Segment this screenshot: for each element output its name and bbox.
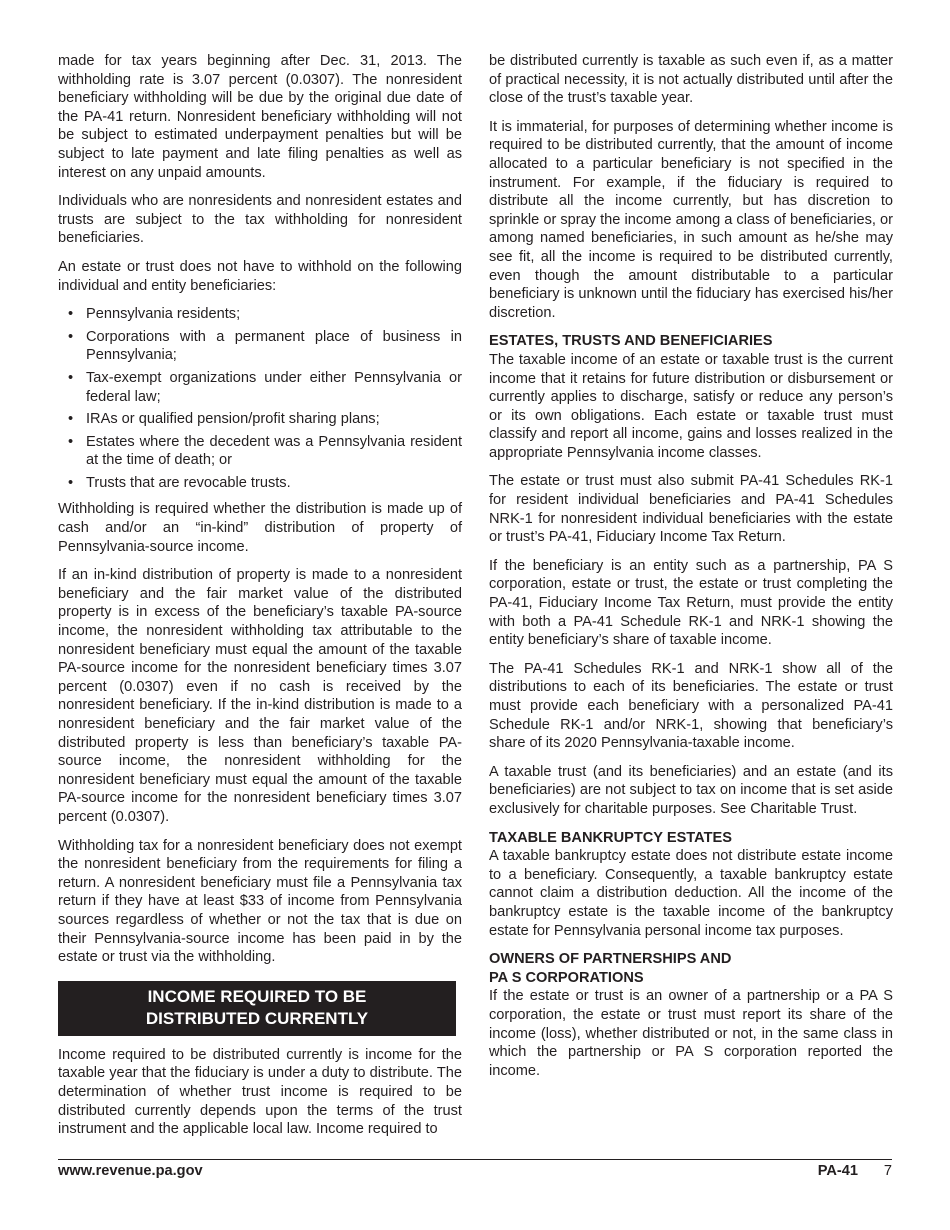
footer-form-name: PA-41 (817, 1163, 858, 1179)
paragraph: A taxable trust (and its beneficiaries) and an estate (and its beneficiaries) are not subject to tax on income that is set aside exclusively for charitable purposes. See Charitable Trust. (489, 763, 893, 817)
right-column (489, 52, 893, 1090)
paragraph: Individuals who are nonresidents and nonresident estates and trusts are subject to the tax withholding for nonresident beneficiaries. (58, 193, 462, 247)
page-number: 7 (883, 1163, 892, 1179)
paragraph: Withholding is required whether the distribution is made up of cash and/or an “in-kind” distribution of property of Pennsylvania-source income. (58, 501, 462, 555)
list-item: • IRAs or qualified pension/profit sharing plans; (86, 410, 462, 429)
banner-line: DISTRIBUTED CURRENTLY (145, 1008, 369, 1028)
list-item: • Estates where the decedent was a Pennsylvania resident at the time of death; or (86, 433, 462, 470)
paragraph: It is immaterial, for purposes of determining whether income is required to be distributed currently, that the amount of income allocated to a particular beneficiary is not specified in the instrument. For example, if the fiduciary is required to distribute all the income currently, but has discretion to sprinkle or spray the income among a class of beneficiaries, or among named beneficiaries, in such amount as he/she may see fit, all the income is required to be distributed currently, even though the amount distributable to a particular beneficiary is unknown until the fiduciary has exercised his/her discretion. (489, 118, 893, 321)
paragraph: be distributed currently is taxable as such even if, as a matter of practical necessity, it is not actually distributed until after the close of the trust’s taxable year. (489, 53, 893, 107)
heading-line: OWNERS OF PARTNERSHIPS AND (489, 951, 732, 968)
section-heading: TAXABLE BANKRUPTCY ESTATES (489, 829, 732, 846)
heading-line: PA S CORPORATIONS (489, 969, 644, 986)
paragraph: The PA-41 Schedules RK-1 and NRK-1 show all of the distributions to each of its beneficiaries. The estate or trust must provide each beneficiary with a personalized PA-41 Schedule RK-1 and/or NRK-1, showing that beneficiary’s share of its 2020 Pennsylvania-taxable income. (489, 660, 893, 752)
section-banner (58, 981, 456, 1036)
paragraph: If the estate or trust is an owner of a partnership or a PA S corporation, the estate or trust must report its share of the income (loss), whether distributed or not, in the same class in which the partnership or PA S corporation reported the income. (489, 988, 893, 1079)
left-column (58, 52, 462, 1149)
list-item: • Pennsylvania residents; (86, 305, 462, 324)
banner-line: INCOME REQUIRED TO BE (147, 986, 367, 1006)
list-item: • Tax-exempt organizations under either Pennsylvania or federal law; (86, 369, 462, 406)
section-heading: ESTATES, TRUSTS AND BENEFICIARIES (489, 333, 773, 350)
paragraph: If the beneficiary is an entity such as a partnership, PA S corporation, estate or trust, the estate or trust completing the PA-41, Fiduciary Income Tax Return, must provide the entity with both a PA-41 Schedule RK-1 and NRK-1 showing the entity beneficiary’s share of taxable income. (489, 557, 893, 649)
paragraph: The estate or trust must also submit PA-41 Schedules RK-1 for resident individual beneficiaries and PA-41 Schedules NRK-1 for nonresident individual beneficiaries with the estate or trust’s PA-41, Fiduciary Income Tax Return. (489, 473, 893, 546)
exempt-beneficiaries-list (58, 305, 462, 492)
paragraph: Withholding tax for a nonresident beneficiary does not exempt the nonresident beneficiary from the requirements for filing a return. A nonresident beneficiary must file a Pennsylvania tax return if they have at least $33 of income from Pennsylvania sources regardless of whether or not the tax that is due on their Pennsylvania-source income has been paid in by the estate or trust via the withholding. (58, 837, 462, 966)
section-heading (489, 950, 893, 987)
footer-url-link[interactable]: www.revenue.pa.gov (58, 1163, 203, 1179)
paragraph: A taxable bankruptcy estate does not distribute estate income to a beneficiary. Consequently, a taxable bankruptcy estate cannot claim a distribution deduction. All the income of the bankruptcy estate is the taxable income of the bankruptcy estate for Pennsylvania personal income tax purposes. (489, 848, 893, 939)
paragraph: Income required to be distributed currently is income for the taxable year that the fiduciary is under a duty to distribute. The determination of whether trust income is required to be distributed currently depends upon the terms of the trust instrument and the applicable local law. Income required to (58, 1046, 462, 1138)
page-footer (58, 1159, 892, 1179)
list-item: • Corporations with a permanent place of business in Pennsylvania; (86, 328, 462, 365)
paragraph: The taxable income of an estate or taxable trust is the current income that it retains for future distribution or disbursement or currently applies to discharge, satisfy or reduce any person’s or its own obligations. Each estate or taxable trust must classify and report all income, gains and losses realized in the appropriate Pennsylvania income classes. (489, 351, 893, 461)
paragraph: made for tax years beginning after Dec. 31, 2013. The withholding rate is 3.07 percent (0.0307). The nonresident beneficiary withholding will be due by the original due date of the PA-41 return. Nonresident beneficiary withholding will not be subject to estimated underpayment penalties but will be subject to late payment and late filing penalties as well as interest on any unpaid amounts. (58, 53, 462, 181)
list-item: • Trusts that are revocable trusts. (86, 474, 462, 493)
paragraph: An estate or trust does not have to withhold on the following individual and entity beneficiaries: (58, 258, 462, 294)
paragraph: If an in-kind distribution of property is made to a nonresident beneficiary and the fair market value of the distributed property is in excess of the beneficiary’s taxable PA-source income, the nonresident withholding tax attributable to the nonresident beneficiary must equal the amount of the taxable PA-source income for the nonresident beneficiary times 3.07 percent (0.0307) even if no cash is received by the nonresident beneficiary. If the in-kind distribution is made to a nonresident beneficiary and the fair market value of the distributed property is less than beneficiary’s taxable PA-source income, the nonresident withholding for the nonresident beneficiary must equal the amount of the taxable PA-source income for the nonresident beneficiary times 3.07 percent (0.0307). (58, 567, 462, 825)
